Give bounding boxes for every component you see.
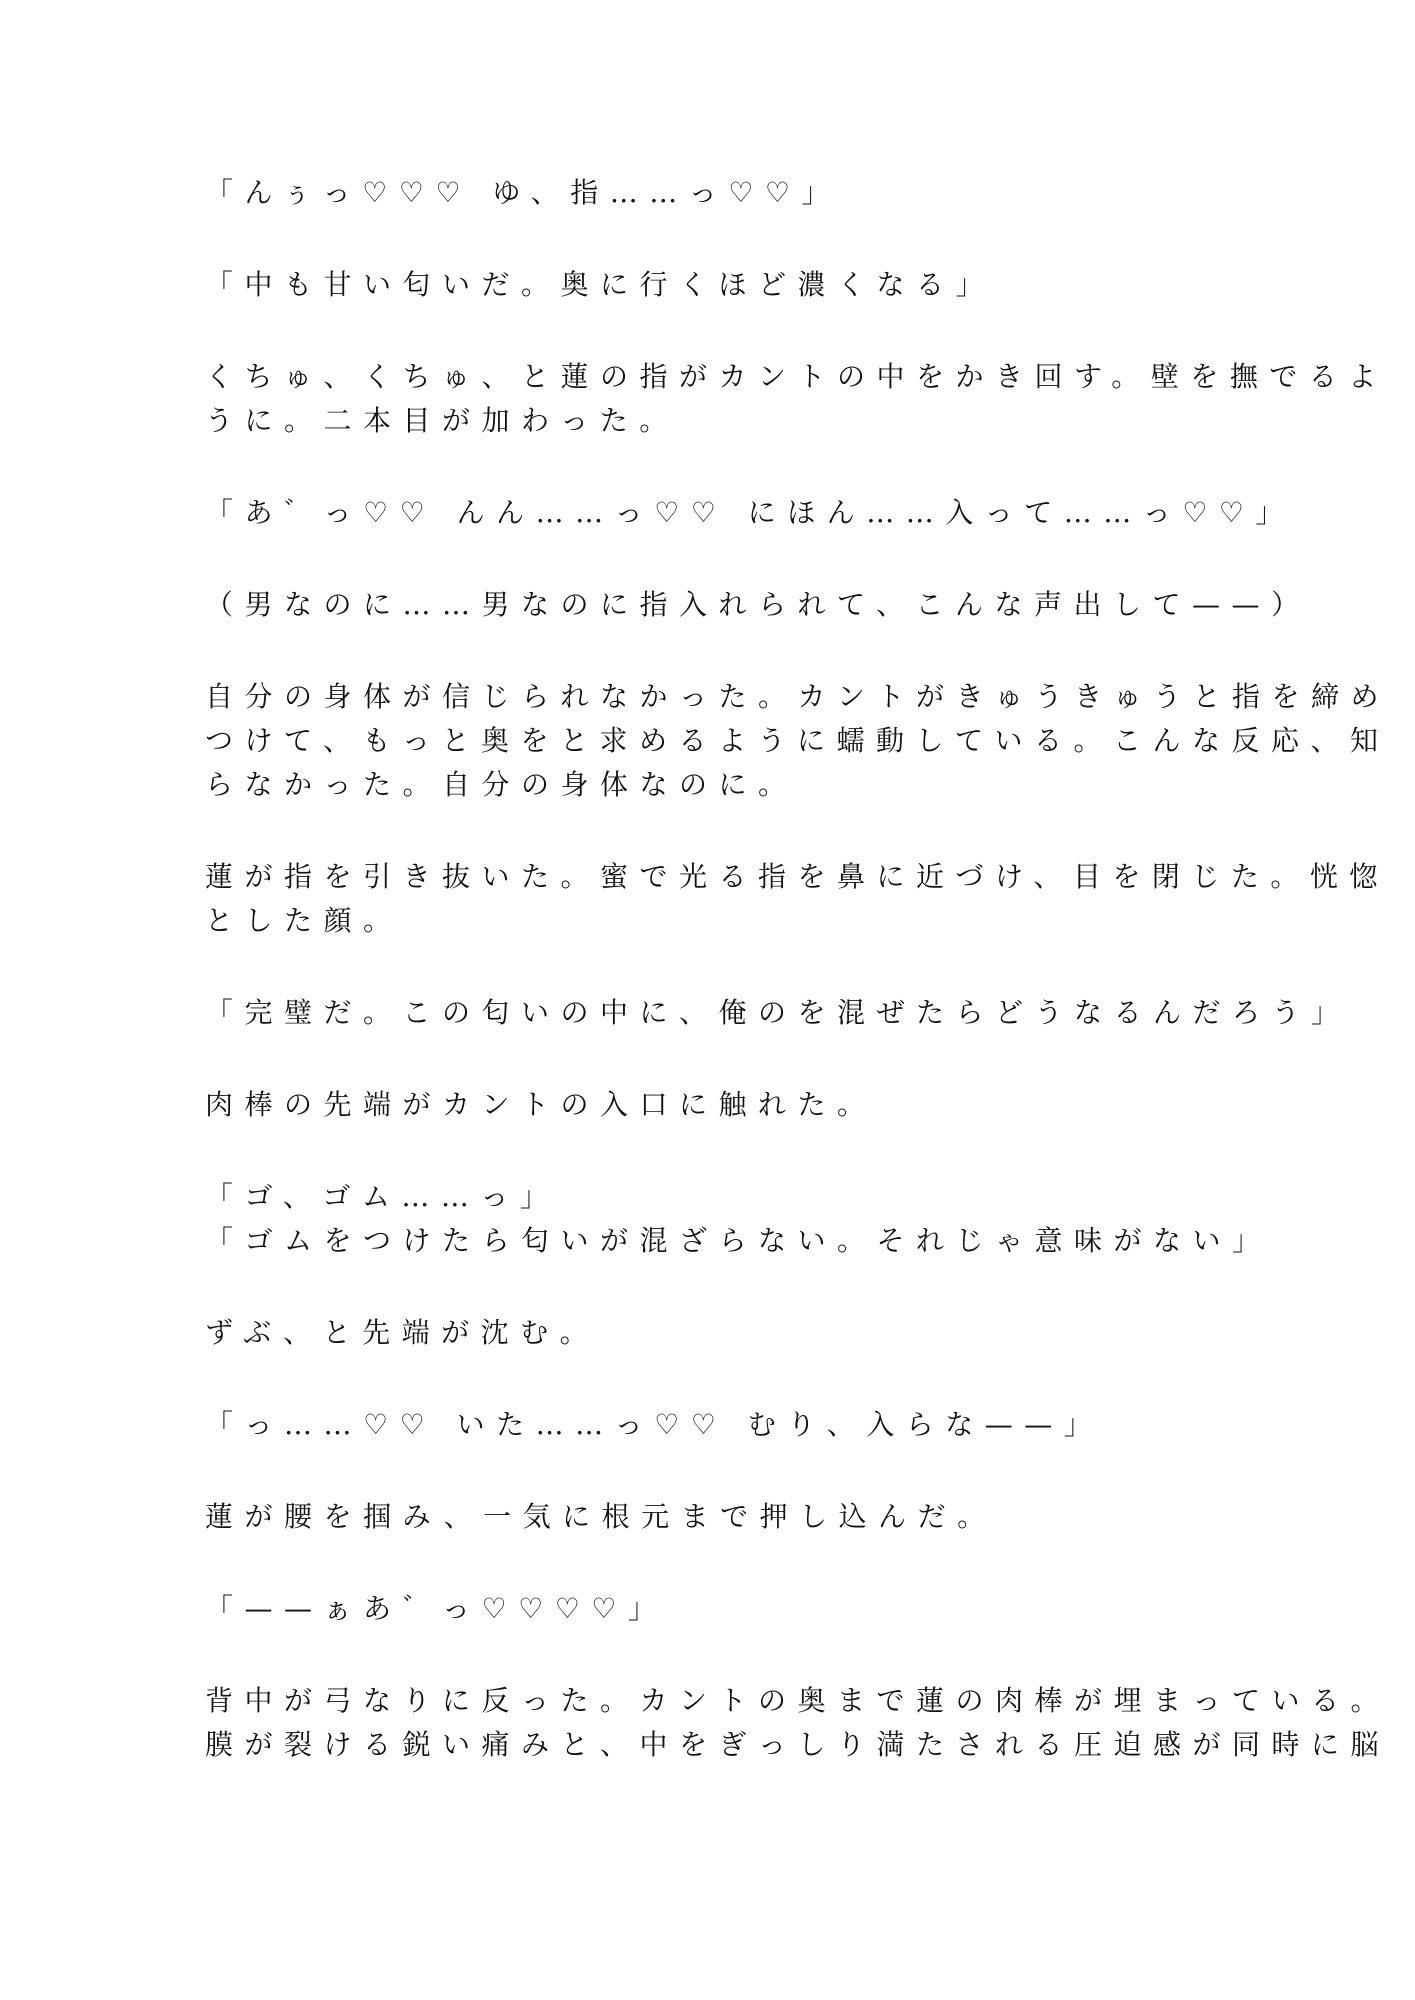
text-line: 「——ぁあ゛っ♡♡♡♡」: [205, 1592, 668, 1625]
text-line: つけて、もっと奥をと求めるように蠕動している。こんな反応、知: [205, 724, 1390, 757]
paragraph: [205, 263, 1215, 307]
paragraph: [205, 1679, 1391, 1767]
text-line: とした顔。: [205, 904, 403, 937]
text-line: ずぶ、と先端が沈む。: [205, 1316, 600, 1349]
text-line: らなかった。自分の身体なのに。: [205, 768, 798, 801]
text-line: 「ゴムをつけたら匂いが混ざらない。それじゃ意味がない」: [205, 1224, 1272, 1257]
text-line: 背中が弓なりに反った。カントの奥まで蓮の肉棒が埋まっている。: [205, 1684, 1391, 1717]
text-line: 「あ゛っ♡♡ んん……っ♡♡ にほん……入って……っ♡♡」: [205, 496, 1295, 529]
text-line: 「中も甘い匂いだ。奥に行くほど濃くなる」: [205, 268, 996, 301]
paragraph: [205, 583, 1311, 627]
paragraph: [205, 1175, 1272, 1263]
paragraph: [205, 1403, 1215, 1447]
paragraph: [205, 1495, 1215, 1539]
paragraph: [205, 1587, 1215, 1631]
text-line: うに。二本目が加わった。: [205, 404, 679, 437]
text-line: 蓮が指を引き抜いた。蜜で光る指を鼻に近づけ、目を閉じた。恍惚: [205, 860, 1389, 893]
paragraph: [205, 355, 1388, 443]
paragraph: [205, 991, 1351, 1035]
text-line: （男なのに……男なのに指入れられて、こんな声出して——）: [205, 588, 1311, 621]
text-line: 自分の身体が信じられなかった。カントがきゅうきゅうと指を締め: [205, 680, 1391, 713]
text-line: 「ゴ、ゴム……っ」: [205, 1180, 560, 1213]
text-line: 蓮が腰を掴み、一気に根元まで押し込んだ。: [205, 1500, 997, 1533]
text-line: 膜が裂ける鋭い痛みと、中をぎっしり満たされる圧迫感が同時に脳: [205, 1728, 1391, 1761]
paragraph: [205, 491, 1295, 535]
text-line: 「完璧だ。この匂いの中に、俺のを混ぜたらどうなるんだろう」: [205, 996, 1351, 1029]
document-page: [205, 171, 1391, 1815]
text-line: 「っ……♡♡ いた……っ♡♡ むり、入らな——」: [205, 1408, 1104, 1441]
text-line: くちゅ、くちゅ、と蓮の指がカントの中をかき回す。壁を撫でるよ: [205, 360, 1388, 393]
paragraph: [205, 855, 1389, 943]
paragraph: [205, 675, 1391, 807]
paragraph: [205, 1311, 1215, 1355]
paragraph: [205, 171, 1215, 215]
text-line: 「んぅっ♡♡♡ ゆ、指……っ♡♡」: [205, 176, 841, 209]
paragraph: [205, 1083, 1215, 1127]
text-line: 肉棒の先端がカントの入口に触れた。: [205, 1088, 877, 1121]
